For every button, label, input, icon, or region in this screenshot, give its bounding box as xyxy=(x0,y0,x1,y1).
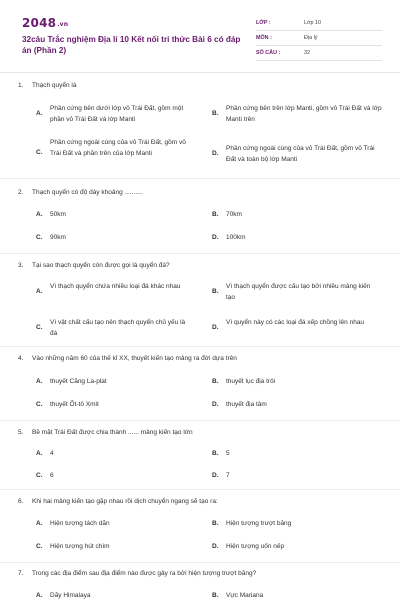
option-label: A. xyxy=(36,592,43,599)
option-text: Vì thạch quyển được cấu tạo bởi nhiều mảng kiến tạo xyxy=(226,283,371,301)
option-text: Vì quyển này có các loại đá xếp chồng lên nhau xyxy=(226,319,365,326)
header-divider xyxy=(0,72,400,73)
logo-suffix: .vn xyxy=(57,21,69,28)
option-label: C. xyxy=(36,324,43,331)
option-text: Hiện tượng trượt băng xyxy=(226,520,292,527)
option-label: A. xyxy=(36,450,43,457)
option-text: 100km xyxy=(226,234,246,241)
meta-key: MÔN : xyxy=(256,35,272,41)
question-text: Tại sao thạch quyển còn được gọi là quyển đá? xyxy=(32,262,170,269)
option-text: Vực Mariana xyxy=(226,592,264,599)
question-divider xyxy=(0,489,400,490)
option-label: A. xyxy=(36,110,43,117)
option-text: 6 xyxy=(50,472,54,479)
option-text: 5 xyxy=(226,450,230,457)
option-label: B. xyxy=(212,288,219,295)
meta-row-subject xyxy=(256,31,382,46)
option-label: A. xyxy=(36,520,43,527)
question-text: Vào những năm 60 của thế kỉ XX, thuyết kiến tạo mảng ra đời dựa trên xyxy=(32,355,237,362)
option-label: A. xyxy=(36,378,43,385)
option-text: thuyết địa tâm xyxy=(226,401,267,408)
option-text: Hiện tượng tách dãn xyxy=(50,520,110,527)
option-label: A. xyxy=(36,211,43,218)
option-text: Phần cứng ngoài cùng của vỏ Trái Đất, gồm vỏ Trái Đất và toàn bộ lớp Manti xyxy=(226,145,375,163)
meta-info xyxy=(256,16,382,61)
option-label: C. xyxy=(36,149,43,156)
option-text: Phần cứng bên dưới lớp vỏ Trái Đất, gồm một phần vỏ Trái Đất và lớp Manti xyxy=(50,105,184,123)
question-number: 4. xyxy=(18,355,24,362)
option-text: 4 xyxy=(50,450,54,457)
question-number: 2. xyxy=(18,189,24,196)
option-label: C. xyxy=(36,401,43,408)
meta-row-class xyxy=(256,16,382,31)
meta-key: SỐ CÂU : xyxy=(256,50,281,56)
question-number: 6. xyxy=(18,498,24,505)
option-label: D. xyxy=(212,324,219,331)
question-text: Khi hai mảng kiến tạo gặp nhau rồi dịch chuyển ngang sẽ tạo ra: xyxy=(32,498,218,505)
option-text: thuyết Căng La-plat xyxy=(50,378,107,385)
option-text: 70km xyxy=(226,211,242,218)
option-label: D. xyxy=(212,401,219,408)
meta-value: Địa lý xyxy=(304,35,318,41)
option-text: Vì vật chất cấu tạo nên thạch quyển chủ yếu là đá xyxy=(50,319,186,337)
question-divider xyxy=(0,178,400,179)
option-label: B. xyxy=(212,211,219,218)
option-label: C. xyxy=(36,472,43,479)
option-text: thuyết lục địa trôi xyxy=(226,378,276,385)
option-label: D. xyxy=(212,150,219,157)
question-text: Thạch quyển có độ dày khoảng .......... xyxy=(32,189,143,196)
question-number: 5. xyxy=(18,429,24,436)
question-text: Bề mặt Trái Đất được chia thành ...... mảng kiến tạo lớn xyxy=(32,429,193,436)
option-label: C. xyxy=(36,543,43,550)
question-number: 3. xyxy=(18,262,24,269)
page-title: 32câu Trắc nghiệm Địa lí 10 Kết nối tri thức Bài 6 có đáp án (Phần 2) xyxy=(22,35,241,55)
option-text: 50km xyxy=(50,211,66,218)
question-divider xyxy=(0,562,400,563)
option-text: thuyết Ốt-tô Xmit xyxy=(50,401,99,408)
option-label: A. xyxy=(36,288,43,295)
option-label: C. xyxy=(36,234,43,241)
option-label: D. xyxy=(212,234,219,241)
option-label: B. xyxy=(212,450,219,457)
meta-value: Lớp 10 xyxy=(304,20,322,26)
option-text: Vì thạch quyển chứa nhiều loại đá khác nhau xyxy=(50,283,181,290)
question-number: 1. xyxy=(18,82,24,89)
option-label: D. xyxy=(212,472,219,479)
question-text: Thạch quyển là xyxy=(32,82,77,89)
question-number: 7. xyxy=(18,570,24,577)
option-text: Dãy Himalaya xyxy=(50,592,91,599)
option-text: Hiện tượng uốn nếp xyxy=(226,543,285,550)
option-text: 7 xyxy=(226,472,230,479)
option-text: Phần cứng bên trên lớp Manti, gồm vỏ Trái Đất và lớp Manti trên xyxy=(226,105,382,123)
option-label: B. xyxy=(212,520,219,527)
question-divider xyxy=(0,420,400,421)
site-logo[interactable] xyxy=(22,16,68,30)
option-label: B. xyxy=(212,378,219,385)
option-label: D. xyxy=(212,543,219,550)
option-label: B. xyxy=(212,110,219,117)
option-text: Phần cứng ngoài cùng của vỏ Trái Đất, gồm vỏ Trái Đất và phần trên của lớp Manti xyxy=(50,139,186,157)
option-text: 90km xyxy=(50,234,66,241)
option-text: Hiện tượng hút chìm xyxy=(50,543,110,550)
question-divider xyxy=(0,346,400,347)
logo-text: 2048 xyxy=(22,16,57,30)
meta-key: LỚP : xyxy=(256,20,271,26)
meta-value: 32 xyxy=(304,50,310,56)
question-text: Trong các địa điểm sau địa điểm nào được gây ra bởi hiện tượng trượt băng? xyxy=(32,570,257,577)
option-label: B. xyxy=(212,592,219,599)
question-divider xyxy=(0,253,400,254)
page-header xyxy=(22,14,382,66)
meta-row-count xyxy=(256,46,382,61)
